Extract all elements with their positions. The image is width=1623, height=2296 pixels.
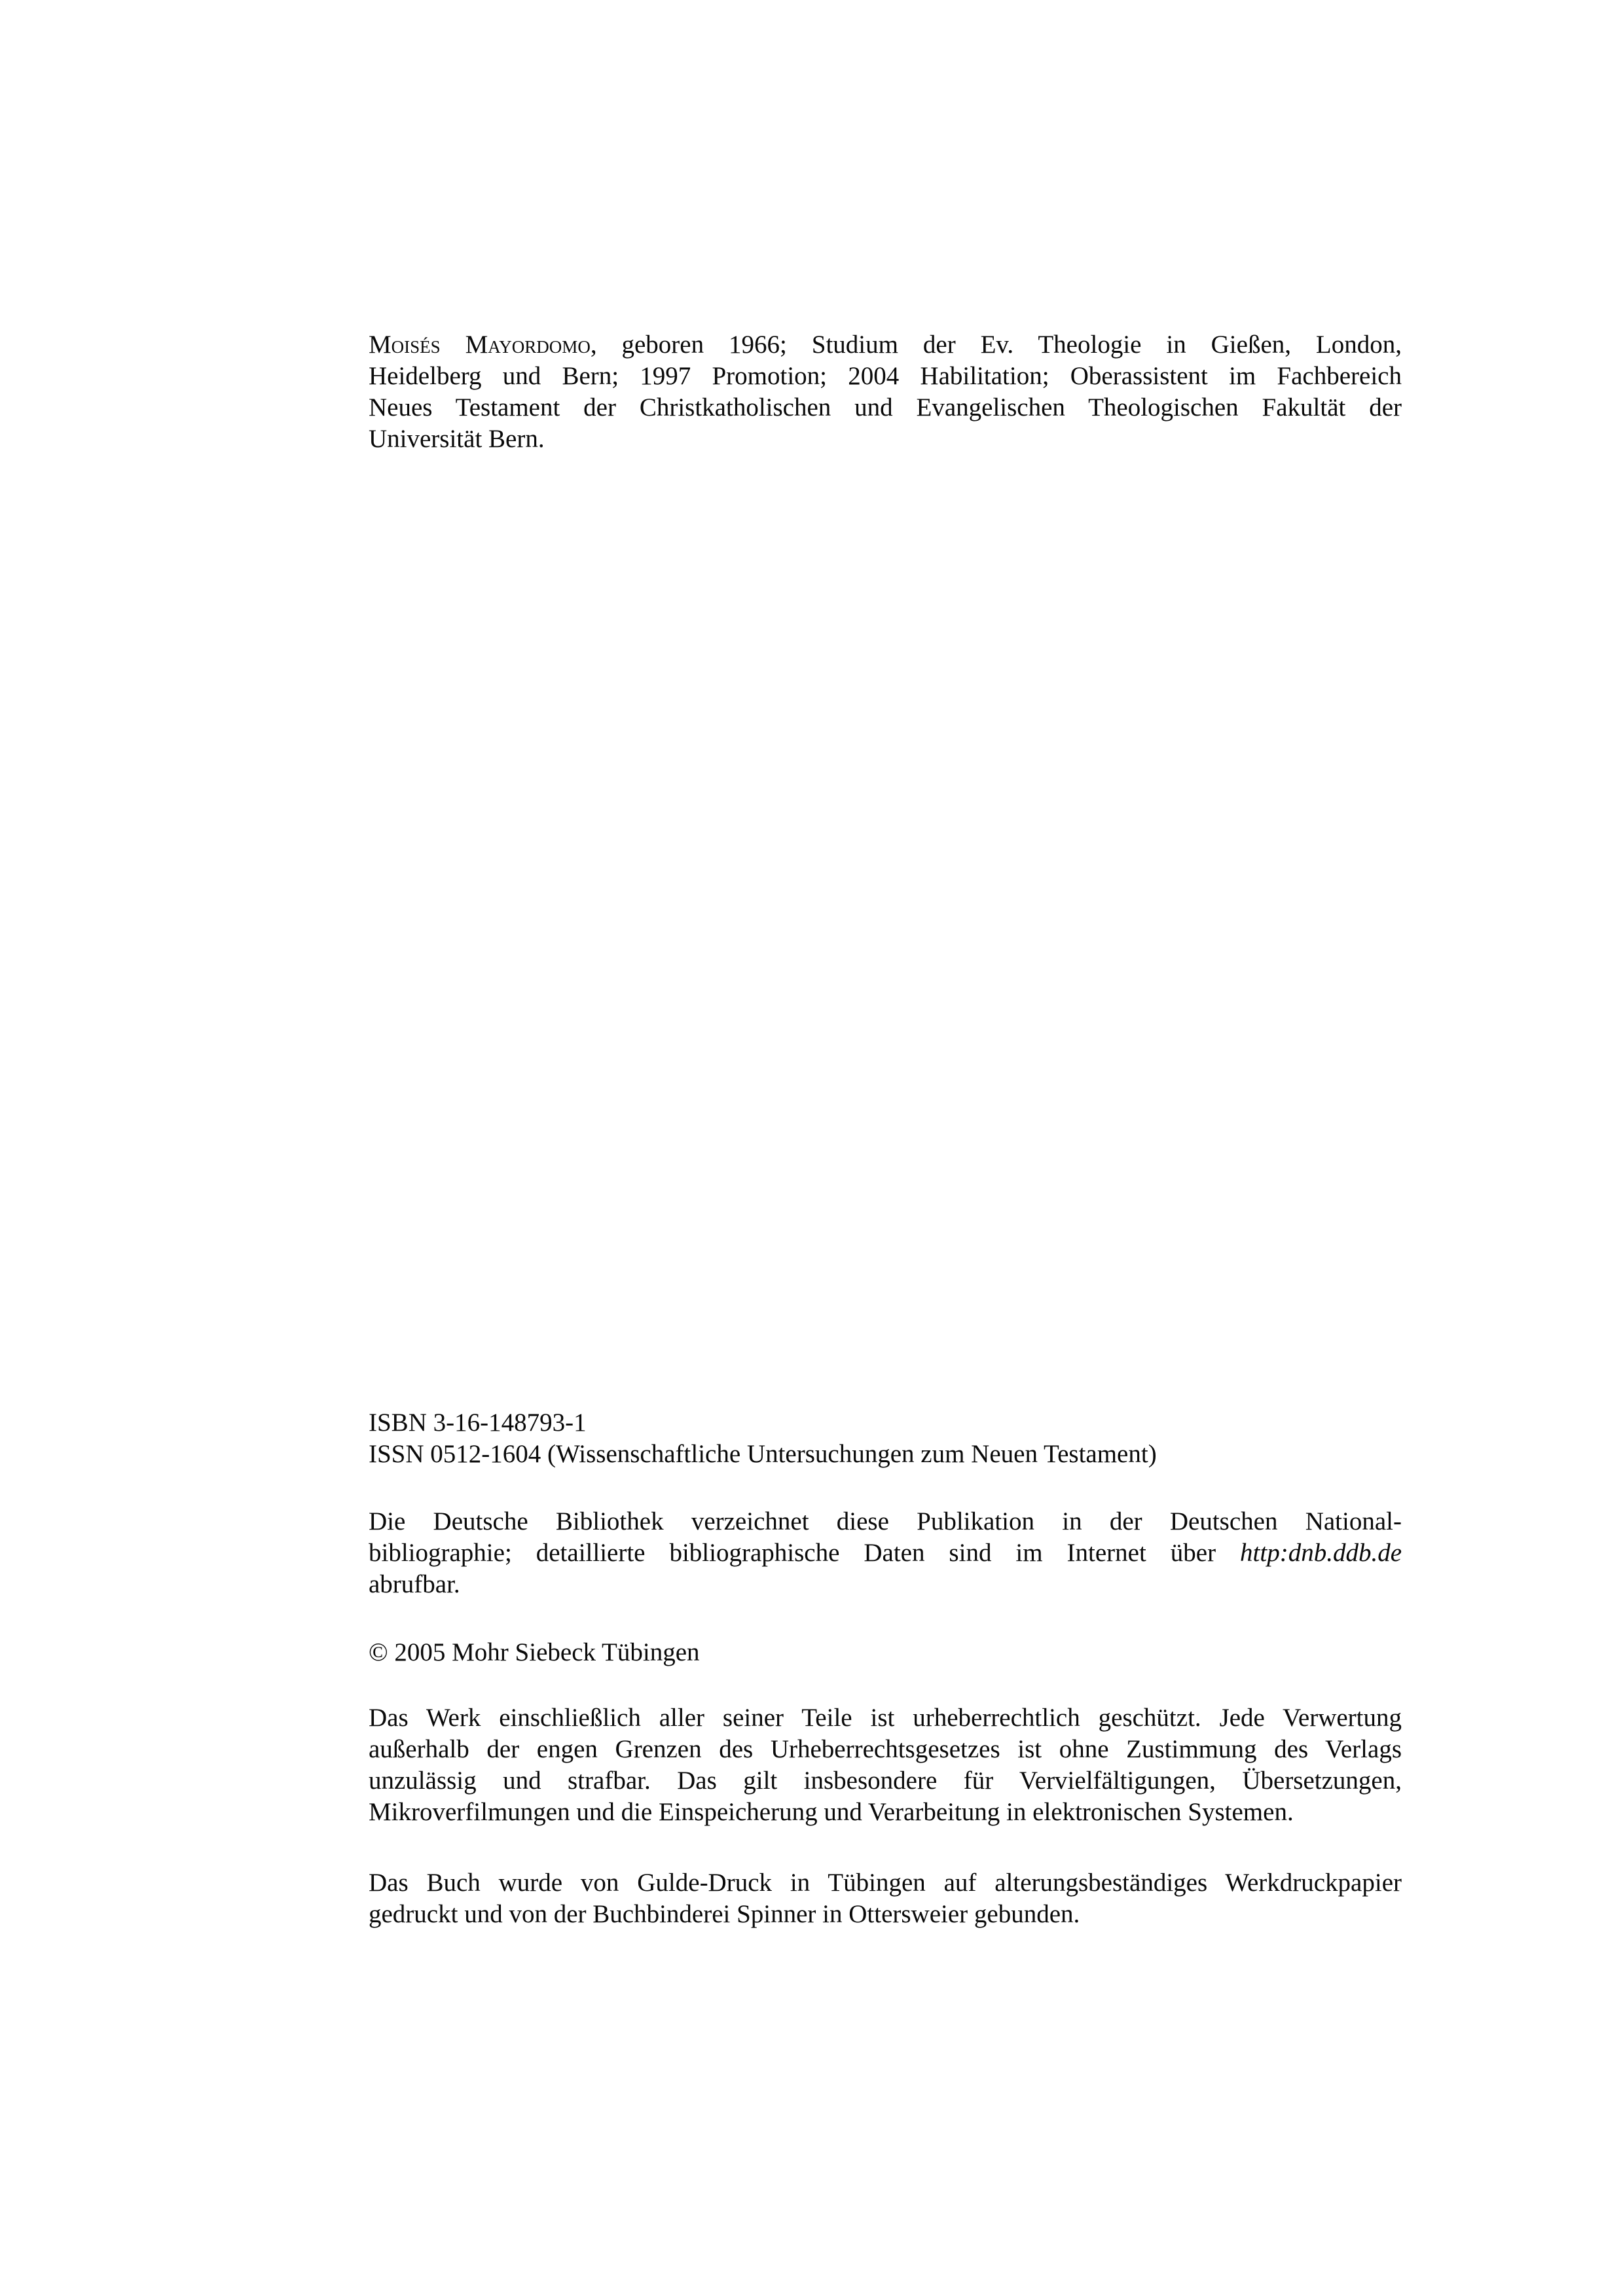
author-bio-line-3: Neues Testament der Christkatholischen und Evangelischen Theologischen Fakultät der (369, 393, 1402, 422)
copyright-line: © 2005 Mohr Siebeck Tübingen (369, 1638, 700, 1666)
author-bio-line-1-rest: , geboren 1966; Studium der Ev. Theologie in Gießen, London, (590, 331, 1402, 359)
copyright (369, 1637, 1402, 1668)
dnb-notice-line-1: Die Deutsche Bibliothek verzeichnet diese Publikation in der Deutschen National- (369, 1507, 1402, 1535)
rights-notice-line-3: unzulässig und strafbar. Das gilt insbesondere für Vervielfältigungen, Übersetzungen, (369, 1767, 1402, 1795)
rights-notice-line-2: außerhalb der engen Grenzen des Urheberrechtsgesetzes ist ohne Zustimmung des Verlags (369, 1735, 1402, 1763)
rights-notice-line-4: Mikroverfilmungen und die Einspeicherung und Verarbeitung in elektronischen Systemen. (369, 1798, 1294, 1826)
author-bio (369, 329, 1402, 455)
dnb-notice (369, 1506, 1402, 1600)
dnb-notice-line-3: abrufbar. (369, 1570, 460, 1598)
dnb-notice-line-2-text: bibliographie; detaillierte bibliographische Daten sind im Internet über (369, 1539, 1241, 1567)
dnb-url: http:dnb.ddb.de (1240, 1539, 1402, 1567)
printing-notice-line-2: gedruckt und von der Buchbinderei Spinner in Ottersweier gebunden. (369, 1900, 1080, 1928)
imprint-details (369, 1407, 1402, 1930)
rights-notice (369, 1702, 1402, 1828)
author-bio-line-1 (369, 329, 1402, 361)
dnb-notice-line-2 (369, 1537, 1402, 1569)
author-bio-line-2: Heidelberg und Bern; 1997 Promotion; 2004 Habilitation; Oberassistent im Fachbereich (369, 362, 1402, 390)
rights-notice-line-1: Das Werk einschließlich aller seiner Teile ist urheberrechtlich geschützt. Jede Verwertung (369, 1704, 1402, 1732)
printing-notice-line-1: Das Buch wurde von Gulde-Druck in Tübingen auf alterungsbeständiges Werkdruckpapier (369, 1869, 1402, 1897)
issn-line: ISSN 0512-1604 (Wissenschaftliche Untersuchungen zum Neuen Testament) (369, 1440, 1157, 1468)
printing-notice (369, 1867, 1402, 1930)
author-name: Moisés Mayordomo (369, 331, 591, 359)
author-bio-line-4: Universität Bern. (369, 425, 545, 453)
isbn-line: ISBN 3-16-148793-1 (369, 1408, 587, 1437)
